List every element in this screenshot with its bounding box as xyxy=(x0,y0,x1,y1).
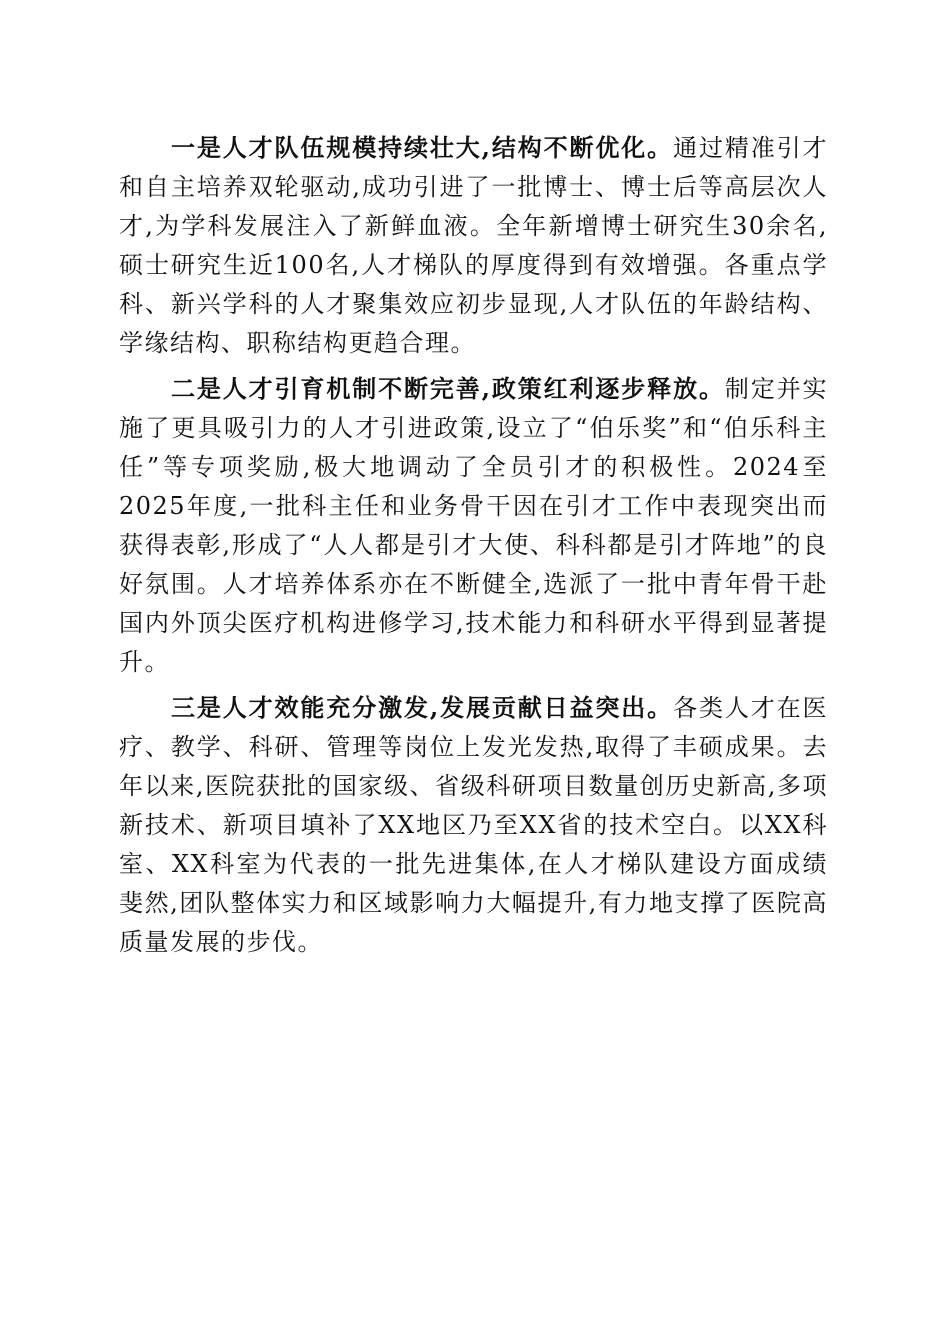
paragraph-1-body: 通过精准引才和自主培养双轮驱动,成功引进了一批博士、博士后等高层次人才,为学科发展注入了新鲜血液。全年新增博士研究生30余名,硕士研究生近100名,人才梯队的厚度得到有效增强。各重点学科、新兴学科的人才聚集效应初步显现,人才队伍的年龄结构、学缘结构、职称结构更趋合理。 xyxy=(119,134,829,357)
paragraph-1-lead: 一是人才队伍规模持续壮大,结构不断优化。 xyxy=(171,133,674,162)
paragraph-1 xyxy=(119,128,828,363)
paragraph-3-body: 各类人才在医疗、教学、科研、管理等岗位上发光发热,取得了丰硕成果。去年以来,医院获批的国家级、省级科研项目数量创历史新高,多项新技术、新项目填补了XX地区乃至XX省的技术空白。以XX科室、XX科室为代表的一批先进集体,在人才梯队建设方面成绩斐然,团队整体实力和区域影响力大幅提升,有力地支撑了医院高质量发展的步伐。 xyxy=(119,694,829,956)
paragraph-2-lead: 二是人才引育机制不断完善,政策红利逐步释放。 xyxy=(171,374,725,403)
paragraph-2-body: 制定并实施了更具吸引力的人才引进政策,设立了“伯乐奖”和“伯乐科主任”等专项奖励,极大地调动了全员引才的积极性。2024至2025年度,一批科主任和业务骨干因在引才工作中表现突出而获得表彰,形成了“人人都是引才大使、科科都是引才阵地”的良好氛围。人才培养体系亦在不断健全,选派了一批中青年骨干赴国内外顶尖医疗机构进修学习,技术能力和科研水平得到显著提升。 xyxy=(119,375,829,676)
document-body xyxy=(119,128,828,968)
paragraph-3 xyxy=(119,688,828,962)
paragraph-2 xyxy=(119,369,828,682)
paragraph-3-lead: 三是人才效能充分激发,发展贡献日益突出。 xyxy=(171,693,674,722)
